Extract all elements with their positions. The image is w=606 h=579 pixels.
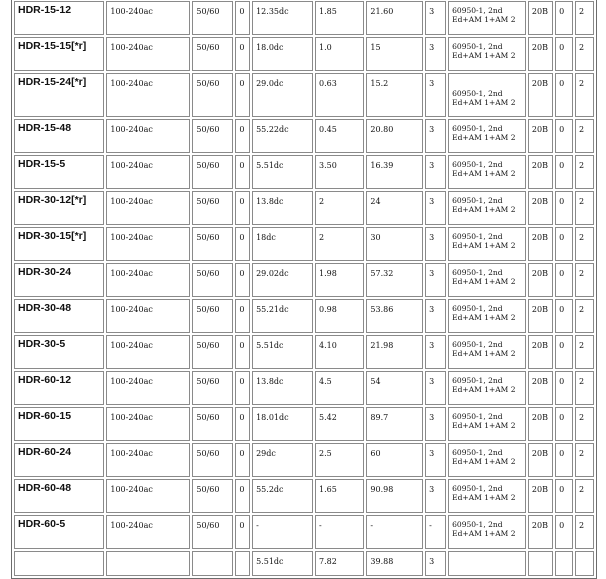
cell-c0: 0 — [235, 191, 250, 225]
cell-n: 2 — [575, 73, 594, 117]
cell-n: 2 — [575, 191, 594, 225]
cell-power: 21.60 — [366, 1, 423, 35]
cell-z: 0 — [555, 371, 573, 405]
cell-code: 20B — [528, 299, 553, 333]
cell-c0 — [235, 551, 250, 576]
cell-freq: 50/60 — [192, 443, 233, 477]
cell-c3: 3 — [425, 479, 446, 513]
cell-power: 39.88 — [366, 551, 423, 576]
cell-freq: 50/60 — [192, 119, 233, 153]
cell-c3: - — [425, 515, 446, 549]
cell-current: 7.82 — [315, 551, 364, 576]
cell-input: 100-240ac — [106, 155, 190, 189]
table-body — [14, 1, 594, 576]
cell-code: 20B — [528, 155, 553, 189]
table-row — [14, 227, 594, 261]
cell-safety: 60950-1, 2nd Ed+AM 1+AM 2 — [448, 479, 526, 513]
cell-z: 0 — [555, 191, 573, 225]
cell-code: 20B — [528, 227, 553, 261]
cell-model: HDR-30-12[*r] — [14, 191, 104, 225]
cell-code: 20B — [528, 37, 553, 71]
certification-table — [11, 0, 597, 579]
cell-n: 2 — [575, 371, 594, 405]
cell-n: 2 — [575, 155, 594, 189]
cell-output: 18dc — [252, 227, 313, 261]
cell-c0: 0 — [235, 515, 250, 549]
cell-power: 30 — [366, 227, 423, 261]
cell-output: 5.51dc — [252, 335, 313, 369]
cell-z: 0 — [555, 407, 573, 441]
table-row — [14, 119, 594, 153]
cell-output: 55.2dc — [252, 479, 313, 513]
cell-input: 100-240ac — [106, 227, 190, 261]
cell-safety: 60950-1, 2nd Ed+AM 1+AM 2 — [448, 299, 526, 333]
table-row — [14, 263, 594, 297]
cell-current: 2 — [315, 191, 364, 225]
table-row — [14, 407, 594, 441]
cell-current: - — [315, 515, 364, 549]
cell-current: 4.10 — [315, 335, 364, 369]
cell-freq: 50/60 — [192, 263, 233, 297]
cell-n — [575, 551, 594, 576]
cell-z: 0 — [555, 299, 573, 333]
cell-freq: 50/60 — [192, 227, 233, 261]
cell-c0: 0 — [235, 335, 250, 369]
table-row — [14, 299, 594, 333]
cell-power: 57.32 — [366, 263, 423, 297]
cell-input: 100-240ac — [106, 73, 190, 117]
cell-c3: 3 — [425, 551, 446, 576]
cell-c3: 3 — [425, 335, 446, 369]
cell-model: HDR-15-15[*r] — [14, 37, 104, 71]
cell-current: 0.98 — [315, 299, 364, 333]
cell-n: 2 — [575, 443, 594, 477]
cell-safety: 60950-1, 2nd Ed+AM 1+AM 2 — [448, 155, 526, 189]
cell-freq: 50/60 — [192, 1, 233, 35]
cell-c3: 3 — [425, 407, 446, 441]
table-row — [14, 191, 594, 225]
cell-power: 53.86 — [366, 299, 423, 333]
cell-safety: 60950-1, 2nd Ed+AM 1+AM 2 — [448, 515, 526, 549]
cell-c3: 3 — [425, 119, 446, 153]
cell-power: 54 — [366, 371, 423, 405]
cell-c0: 0 — [235, 119, 250, 153]
cell-freq: 50/60 — [192, 479, 233, 513]
cell-safety: 60950-1, 2nd Ed+AM 1+AM 2 — [448, 371, 526, 405]
cell-code: 20B — [528, 191, 553, 225]
cell-output: 55.21dc — [252, 299, 313, 333]
cell-freq — [192, 551, 233, 576]
table-row — [14, 479, 594, 513]
cell-power: 20.80 — [366, 119, 423, 153]
cell-c0: 0 — [235, 479, 250, 513]
cell-safety: 60950-1, 2nd Ed+AM 1+AM 2 — [448, 73, 526, 117]
cell-input: 100-240ac — [106, 407, 190, 441]
cell-power: - — [366, 515, 423, 549]
cell-power: 16.39 — [366, 155, 423, 189]
cell-current: 0.45 — [315, 119, 364, 153]
cell-c3: 3 — [425, 73, 446, 117]
cell-c0: 0 — [235, 443, 250, 477]
cell-current: 1.85 — [315, 1, 364, 35]
cell-input: 100-240ac — [106, 191, 190, 225]
cell-c3: 3 — [425, 191, 446, 225]
cell-output: 13.8dc — [252, 371, 313, 405]
cell-freq: 50/60 — [192, 299, 233, 333]
cell-z: 0 — [555, 515, 573, 549]
cell-n: 2 — [575, 299, 594, 333]
cell-model: HDR-60-5 — [14, 515, 104, 549]
cell-output: 12.35dc — [252, 1, 313, 35]
cell-z: 0 — [555, 479, 573, 513]
cell-z: 0 — [555, 227, 573, 261]
cell-current: 0.63 — [315, 73, 364, 117]
cell-code: 20B — [528, 371, 553, 405]
cell-input: 100-240ac — [106, 335, 190, 369]
table-row — [14, 371, 594, 405]
cell-n: 2 — [575, 479, 594, 513]
cell-freq: 50/60 — [192, 191, 233, 225]
cell-c3: 3 — [425, 1, 446, 35]
cell-n: 2 — [575, 1, 594, 35]
cell-model — [14, 551, 104, 576]
cell-c3: 3 — [425, 299, 446, 333]
cell-code: 20B — [528, 479, 553, 513]
cell-safety: 60950-1, 2nd Ed+AM 1+AM 2 — [448, 335, 526, 369]
cell-n: 2 — [575, 37, 594, 71]
cell-input: 100-240ac — [106, 299, 190, 333]
cell-input: 100-240ac — [106, 37, 190, 71]
cell-current: 4.5 — [315, 371, 364, 405]
cell-c0: 0 — [235, 37, 250, 71]
cell-input: 100-240ac — [106, 371, 190, 405]
cell-model: HDR-30-5 — [14, 335, 104, 369]
cell-output: 29.0dc — [252, 73, 313, 117]
cell-c0: 0 — [235, 407, 250, 441]
cell-code: 20B — [528, 73, 553, 117]
cell-output: 18.0dc — [252, 37, 313, 71]
cell-code: 20B — [528, 263, 553, 297]
cell-safety: 60950-1, 2nd Ed+AM 1+AM 2 — [448, 407, 526, 441]
cell-z: 0 — [555, 73, 573, 117]
cell-safety: 60950-1, 2nd Ed+AM 1+AM 2 — [448, 37, 526, 71]
cell-current: 2.5 — [315, 443, 364, 477]
cell-n: 2 — [575, 227, 594, 261]
cell-model: HDR-15-48 — [14, 119, 104, 153]
cell-model: HDR-60-24 — [14, 443, 104, 477]
table-row — [14, 443, 594, 477]
cell-z: 0 — [555, 443, 573, 477]
cell-output: 13.8dc — [252, 191, 313, 225]
cell-c0: 0 — [235, 263, 250, 297]
cell-input — [106, 551, 190, 576]
cell-code: 20B — [528, 119, 553, 153]
cell-output: 29.02dc — [252, 263, 313, 297]
table-row — [14, 335, 594, 369]
cell-model: HDR-15-24[*r] — [14, 73, 104, 117]
cell-freq: 50/60 — [192, 371, 233, 405]
cell-freq: 50/60 — [192, 335, 233, 369]
cell-model: HDR-30-15[*r] — [14, 227, 104, 261]
cell-n: 2 — [575, 119, 594, 153]
cell-z: 0 — [555, 1, 573, 35]
cell-output: 5.51dc — [252, 551, 313, 576]
cell-input: 100-240ac — [106, 443, 190, 477]
cell-power: 21.98 — [366, 335, 423, 369]
cell-code: 20B — [528, 335, 553, 369]
table-row — [14, 515, 594, 549]
cell-model: HDR-60-48 — [14, 479, 104, 513]
cell-current: 5.42 — [315, 407, 364, 441]
cell-n: 2 — [575, 263, 594, 297]
cell-freq: 50/60 — [192, 515, 233, 549]
cell-code: 20B — [528, 1, 553, 35]
cell-safety: 60950-1, 2nd Ed+AM 1+AM 2 — [448, 227, 526, 261]
cell-c0: 0 — [235, 227, 250, 261]
cell-code: 20B — [528, 515, 553, 549]
cell-input: 100-240ac — [106, 263, 190, 297]
cell-power: 24 — [366, 191, 423, 225]
cell-n: 2 — [575, 407, 594, 441]
cell-output: 55.22dc — [252, 119, 313, 153]
cell-c3: 3 — [425, 371, 446, 405]
table-row — [14, 37, 594, 71]
cell-model: HDR-30-24 — [14, 263, 104, 297]
cell-power: 15.2 — [366, 73, 423, 117]
cell-safety: 60950-1, 2nd Ed+AM 1+AM 2 — [448, 1, 526, 35]
cell-model: HDR-60-12 — [14, 371, 104, 405]
cell-input: 100-240ac — [106, 479, 190, 513]
cell-current: 1.98 — [315, 263, 364, 297]
cell-z: 0 — [555, 335, 573, 369]
cell-freq: 50/60 — [192, 155, 233, 189]
cell-output: 5.51dc — [252, 155, 313, 189]
cell-c0: 0 — [235, 1, 250, 35]
cell-current: 1.0 — [315, 37, 364, 71]
cell-output: 18.01dc — [252, 407, 313, 441]
certification-table-container — [11, 0, 597, 579]
cell-current: 3.50 — [315, 155, 364, 189]
cell-output: - — [252, 515, 313, 549]
cell-z — [555, 551, 573, 576]
cell-safety — [448, 551, 526, 576]
cell-current: 1.65 — [315, 479, 364, 513]
cell-safety: 60950-1, 2nd Ed+AM 1+AM 2 — [448, 443, 526, 477]
table-row — [14, 551, 594, 576]
cell-freq: 50/60 — [192, 37, 233, 71]
cell-model: HDR-30-48 — [14, 299, 104, 333]
cell-z: 0 — [555, 37, 573, 71]
cell-freq: 50/60 — [192, 73, 233, 117]
cell-c0: 0 — [235, 73, 250, 117]
cell-c3: 3 — [425, 443, 446, 477]
cell-current: 2 — [315, 227, 364, 261]
cell-power: 89.7 — [366, 407, 423, 441]
cell-code: 20B — [528, 443, 553, 477]
cell-safety: 60950-1, 2nd Ed+AM 1+AM 2 — [448, 263, 526, 297]
cell-model: HDR-60-15 — [14, 407, 104, 441]
cell-c0: 0 — [235, 155, 250, 189]
cell-c3: 3 — [425, 37, 446, 71]
cell-freq: 50/60 — [192, 407, 233, 441]
cell-input: 100-240ac — [106, 1, 190, 35]
cell-output: 29dc — [252, 443, 313, 477]
cell-c3: 3 — [425, 227, 446, 261]
cell-n: 2 — [575, 335, 594, 369]
cell-safety: 60950-1, 2nd Ed+AM 1+AM 2 — [448, 191, 526, 225]
cell-code: 20B — [528, 407, 553, 441]
cell-power: 15 — [366, 37, 423, 71]
cell-c3: 3 — [425, 263, 446, 297]
cell-power: 90.98 — [366, 479, 423, 513]
cell-z: 0 — [555, 263, 573, 297]
table-row — [14, 73, 594, 117]
cell-code — [528, 551, 553, 576]
table-row — [14, 155, 594, 189]
cell-model: HDR-15-12 — [14, 1, 104, 35]
cell-input: 100-240ac — [106, 515, 190, 549]
cell-safety: 60950-1, 2nd Ed+AM 1+AM 2 — [448, 119, 526, 153]
cell-c0: 0 — [235, 299, 250, 333]
cell-z: 0 — [555, 155, 573, 189]
cell-model: HDR-15-5 — [14, 155, 104, 189]
cell-z: 0 — [555, 119, 573, 153]
cell-input: 100-240ac — [106, 119, 190, 153]
cell-n: 2 — [575, 515, 594, 549]
cell-power: 60 — [366, 443, 423, 477]
cell-c0: 0 — [235, 371, 250, 405]
cell-c3: 3 — [425, 155, 446, 189]
table-row — [14, 1, 594, 35]
